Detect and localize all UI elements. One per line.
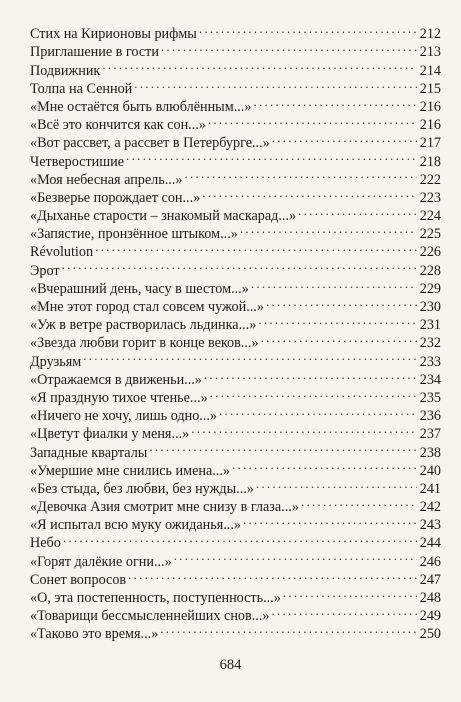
dot-leader [232, 457, 417, 475]
toc-entry-page: 225 [419, 226, 441, 243]
toc-entry-page: 228 [419, 262, 441, 279]
toc-entry-page: 218 [419, 153, 441, 170]
toc-entry-title: «О, эта постепенность, поступенность...» [30, 590, 281, 606]
dot-leader [184, 166, 417, 184]
dot-leader [210, 384, 417, 402]
dot-leader [160, 620, 417, 638]
toc-entry-title: Толпа на Сенной [30, 80, 133, 97]
dot-leader [243, 511, 417, 529]
dot-leader [199, 20, 417, 38]
toc-entry-page: 236 [419, 408, 441, 425]
toc-entry-title: «Умершие мне снились имена...» [30, 462, 230, 479]
toc-entry-title: «Вот рассвет, а рассвет в Петербурге...» [30, 135, 270, 152]
toc-entry-page: 238 [419, 444, 441, 461]
dot-leader [191, 420, 417, 438]
toc-entry-title: Небо [30, 535, 61, 552]
toc-entry-page: 226 [419, 244, 441, 261]
toc-entry [30, 547, 441, 570]
dot-leader [251, 275, 417, 293]
toc-entry-page: 216 [419, 117, 441, 134]
dot-leader [134, 75, 417, 93]
toc-entry-title: «Девочка Азия смотрит мне снизу в глаза...» [30, 499, 299, 516]
dot-leader [128, 566, 417, 584]
toc-entry-title: «Уж в ветре растворилась льдинка...» [30, 317, 257, 334]
toc-entry-page: 246 [419, 553, 441, 570]
toc-entry-title: Западные кварталы [30, 444, 148, 461]
dot-leader [219, 402, 417, 420]
toc-entry-page: 215 [419, 80, 441, 97]
toc-entry [30, 20, 441, 43]
dot-leader [301, 493, 417, 511]
toc-entry-page: 235 [419, 389, 441, 406]
toc-entry-page: 237 [419, 426, 441, 443]
toc-entry-page: 248 [419, 590, 441, 606]
toc-entry-title: «Запястие, пронзённое штыком...» [30, 226, 238, 243]
toc-entry-page: 250 [419, 626, 441, 643]
dot-leader [258, 311, 417, 329]
toc-entry-page: 231 [419, 317, 441, 334]
toc-entry-title: «Мне этот город стал совсем чужой...» [30, 299, 264, 315]
toc-entry-title: «Я праздную тихое чтенье...» [30, 389, 208, 406]
toc-entry-page: 244 [419, 535, 441, 552]
toc-entry-title: «Товарищи бессмысленнейших снов...» [30, 608, 270, 625]
toc-entry-title: «Таково это время...» [30, 626, 159, 643]
toc-list [30, 20, 441, 643]
toc-entry-title: Révolution [30, 244, 94, 261]
dot-leader [202, 184, 417, 202]
toc-entry [30, 256, 441, 279]
dot-leader [149, 438, 417, 456]
dot-leader [261, 329, 417, 347]
dot-leader [83, 347, 417, 365]
toc-entry-title: «Дыханье старости – знакомый маскарад...» [30, 208, 297, 225]
toc-entry-page: 216 [419, 98, 441, 115]
toc-entry [30, 529, 441, 552]
toc-entry-page: 241 [419, 480, 441, 497]
toc-entry-title: «Мне остаётся быть влюблённым...» [30, 98, 252, 115]
dot-leader [95, 238, 417, 256]
dot-leader [161, 38, 417, 56]
toc-entry-title: Друзьям [30, 353, 82, 370]
toc-entry-page: 232 [419, 335, 441, 352]
toc-entry-page: 229 [419, 280, 441, 297]
toc-entry-title: «Всё это кончится как сон...» [30, 117, 206, 134]
toc-entry [30, 347, 441, 370]
toc-entry [30, 275, 441, 297]
dot-leader [63, 529, 417, 547]
toc-entry-title: «Моя небесная апрель...» [30, 171, 183, 188]
dot-leader [253, 93, 417, 111]
toc-entry-title: «Ничего не хочу, лишь одно...» [30, 408, 218, 425]
toc-entry-page: 222 [419, 171, 441, 188]
toc-entry-page: 223 [419, 189, 441, 206]
toc-entry-page: 234 [419, 371, 441, 388]
toc-entry-title: «Безверье порождает сон...» [30, 189, 201, 206]
dot-leader [102, 56, 417, 74]
toc-entry-title: Приглашение в гости [30, 44, 159, 61]
toc-entry-title: «Я испытал всю муку ожиданья...» [30, 517, 241, 534]
toc-entry-page: 217 [419, 135, 441, 152]
toc-entry-title: Четверостишие [30, 153, 125, 170]
dot-leader [272, 129, 417, 147]
dot-leader [266, 293, 417, 311]
dot-leader [204, 366, 417, 384]
toc-entry-title: «Звезда любви горит в конце веков...» [30, 335, 259, 352]
toc-entry-title: «Отражаемся в движеньи...» [30, 371, 202, 388]
toc-entry-page: 214 [419, 62, 441, 79]
toc-entry-page: 242 [419, 499, 441, 516]
toc-entry-page: 233 [419, 353, 441, 370]
toc-entry-title: «Цветут фиалки у меня...» [30, 426, 190, 443]
toc-entry-page: 240 [419, 462, 441, 479]
dot-leader [126, 147, 417, 165]
dot-leader [298, 202, 417, 220]
toc-entry-page: 213 [419, 44, 441, 61]
dot-leader [62, 256, 417, 274]
toc-entry-page: 249 [419, 608, 441, 625]
toc-entry-title: «Вчерашний день, часу в шестом...» [30, 280, 249, 297]
toc-entry-title: «Горят далёкие огни...» [30, 553, 172, 570]
toc-entry-page: 230 [419, 299, 441, 315]
toc-entry-title: «Без стыда, без любви, без нужды...» [30, 480, 254, 497]
toc-entry-page: 212 [419, 26, 441, 43]
dot-leader [240, 220, 417, 238]
toc-entry-title: Эрот [30, 262, 60, 279]
page-number: 684 [219, 657, 242, 673]
dot-leader [283, 584, 417, 602]
dot-leader [256, 475, 417, 493]
toc-entry-page: 224 [419, 208, 441, 225]
toc-entry-title: Стих на Кирионовы рифмы [30, 26, 197, 43]
toc-entry [30, 366, 441, 388]
toc-entry-title: Подвижник [30, 62, 101, 79]
toc-entry-page: 243 [419, 517, 441, 534]
dot-leader [208, 111, 417, 129]
dot-leader [271, 602, 417, 620]
toc-entry-title: Сонет вопросов [30, 571, 127, 588]
table-of-contents [30, 20, 441, 643]
toc-entry-page: 247 [419, 571, 441, 588]
dot-leader [174, 547, 417, 565]
